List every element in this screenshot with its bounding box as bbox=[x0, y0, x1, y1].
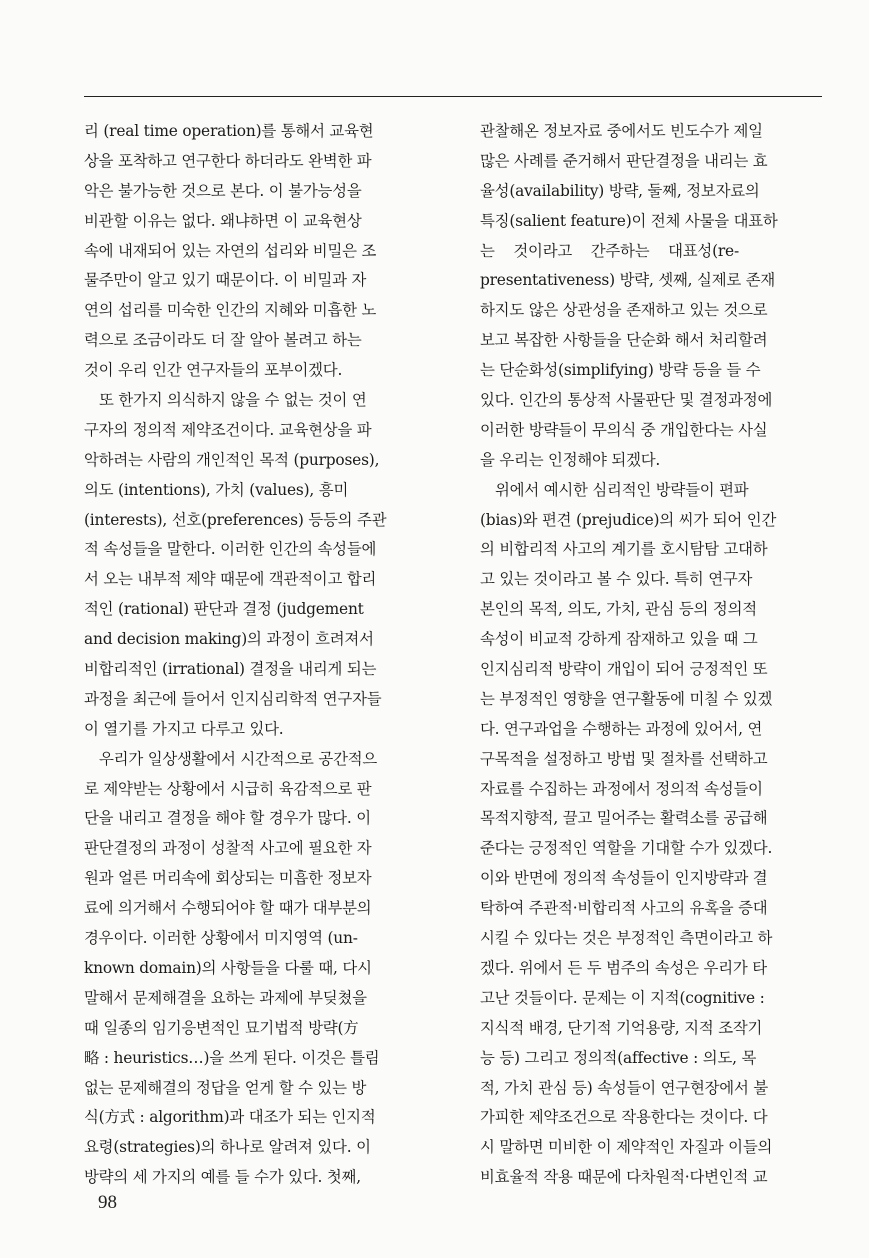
text-line: 의 비합리적 사고의 계기를 호시탐탐 고대하 bbox=[480, 540, 768, 559]
text-line: 단을 내리고 결정을 해야 할 경우가 많다. 이 bbox=[84, 809, 371, 828]
text-line: 위에서 예시한 심리적인 방략들이 편파 bbox=[495, 480, 749, 499]
text-line: 는 것이라고 간주하는 대표성(re- bbox=[480, 241, 739, 260]
text-line: 속성이 비교적 강하게 잠재하고 있을 때 그 bbox=[480, 630, 758, 649]
text-line: 방략의 세 가지의 예를 들 수가 있다. 첫째, bbox=[84, 1168, 361, 1187]
text-line: 다. 연구과업을 수행하는 과정에 있어서, 연 bbox=[480, 719, 763, 738]
text-line: 속에 내재되어 있는 자연의 섭리와 비밀은 조 bbox=[84, 241, 377, 260]
text-line: 가피한 제약조건으로 작용한다는 것이다. 다 bbox=[480, 1108, 768, 1127]
text-line: 특징(salient feature)이 전체 사물을 대표하 bbox=[480, 211, 778, 230]
text-line: 비합리적인 (irrational) 결정을 내리게 되는 bbox=[84, 660, 377, 679]
text-line: 말해서 문제해결을 요하는 과제에 부딪쳤을 bbox=[84, 988, 367, 1007]
text-line: (interests), 선호(preferences) 등등의 주관 bbox=[84, 510, 387, 529]
text-line: 인지심리적 방략이 개입이 되어 긍정적인 또 bbox=[480, 660, 768, 679]
text-line: 이 열기를 가지고 다루고 있다. bbox=[84, 719, 284, 738]
text-line: 을 우리는 인정해야 되겠다. bbox=[480, 450, 661, 469]
text-line: 의도 (intentions), 가치 (values), 흥미 bbox=[84, 480, 349, 499]
text-line: 또 한가지 의식하지 않을 수 없는 것이 연 bbox=[99, 391, 367, 410]
text-line: 많은 사례를 준거해서 판단결정을 내리는 효 bbox=[480, 151, 768, 170]
text-line: 겠다. 위에서 든 두 범주의 속성은 우리가 타 bbox=[480, 958, 767, 977]
text-line: (bias)와 편견 (prejudice)의 씨가 되어 인간 bbox=[480, 510, 777, 529]
text-line: 적 속성들을 말한다. 이러한 인간의 속성들에 bbox=[84, 540, 377, 559]
text-line: 는 부정적인 영향을 연구활동에 미칠 수 있겠 bbox=[480, 689, 773, 708]
text-line: 로 제약받는 상황에서 시급히 육감적으로 판 bbox=[84, 779, 372, 798]
text-line: 고 있는 것이라고 볼 수 있다. 특히 연구자 bbox=[480, 570, 753, 589]
text-line: 시킬 수 있다는 것은 부정적인 측면이라고 하 bbox=[480, 929, 773, 948]
text-line: 이러한 방략들이 무의식 중 개입한다는 사실 bbox=[480, 420, 768, 439]
text-line: 하지도 않은 상관성을 존재하고 있는 것으로 bbox=[480, 301, 768, 320]
text-line: 보고 복잡한 사항들을 단순화 해서 처리할려 bbox=[480, 331, 768, 350]
text-line: 경우이다. 이러한 상황에서 미지영역 (un- bbox=[84, 929, 358, 948]
text-line: 구목적을 설정하고 방법 및 절차를 선택하고 bbox=[480, 749, 768, 768]
text-line: 구자의 정의적 제약조건이다. 교육현상을 파 bbox=[84, 420, 372, 439]
text-line: known domain)의 사항들을 다룰 때, 다시 bbox=[84, 958, 372, 977]
text-line: 略 : heuristics…)을 쓰게 된다. 이것은 틀림 bbox=[84, 1048, 380, 1067]
text-line: 우리가 일상생활에서 시간적으로 공간적으 bbox=[99, 749, 378, 768]
text-line: 탁하여 주관적·비합리적 사고의 유혹을 증대 bbox=[480, 899, 768, 918]
text-line: 악하려는 사람의 개인적인 목적 (purposes), bbox=[84, 450, 380, 469]
left-column bbox=[84, 117, 430, 1193]
text-line: 판단결정의 과정이 성찰적 사고에 필요한 자 bbox=[84, 839, 372, 858]
header-rule bbox=[84, 96, 822, 97]
text-line: 비관할 이유는 없다. 왜냐하면 이 교육현상 bbox=[84, 211, 362, 230]
text-line: 연의 섭리를 미숙한 인간의 지혜와 미흡한 노 bbox=[84, 301, 377, 320]
text-line: 악은 불가능한 것으로 본다. 이 불가능성을 bbox=[84, 181, 362, 200]
text-line: 지식적 배경, 단기적 기억용량, 지적 조작기 bbox=[480, 1018, 763, 1037]
text-line: 준다는 긍정적인 역할을 기대할 수가 있겠다. bbox=[480, 839, 773, 858]
text-line: 원과 얼른 머리속에 회상되는 미흡한 정보자 bbox=[84, 869, 372, 888]
text-line: 율성(availability) 방략, 둘째, 정보자료의 bbox=[480, 181, 760, 200]
text-line: 고난 것들이다. 문제는 이 지적(cognitive : bbox=[480, 988, 765, 1007]
text-line: 관찰해온 정보자료 중에서도 빈도수가 제일 bbox=[480, 122, 763, 140]
text-line: 료에 의거해서 수행되어야 할 때가 대부분의 bbox=[84, 899, 372, 918]
text-line: 있다. 인간의 통상적 사물판단 및 결정과정에 bbox=[480, 391, 773, 410]
text-line: 자료를 수집하는 과정에서 정의적 속성들이 bbox=[480, 779, 763, 798]
text-line: 때 일종의 임기응변적인 묘기법적 방략(方 bbox=[84, 1018, 359, 1037]
text-line: and decision making)의 과정이 흐려져서 bbox=[84, 630, 374, 649]
text-line: 서 오는 내부적 제약 때문에 객관적이고 합리 bbox=[84, 570, 377, 589]
right-column bbox=[480, 117, 826, 1193]
text-line: 과정을 최근에 들어서 인지심리학적 연구자들 bbox=[84, 689, 382, 708]
text-line: 식(方式 : algorithm)과 대조가 되는 인지적 bbox=[84, 1108, 376, 1127]
text-line: 능 등) 그리고 정의적(affective : 의도, 목 bbox=[480, 1048, 757, 1067]
text-line: 상을 포착하고 연구한다 하더라도 완벽한 파 bbox=[84, 151, 372, 170]
text-line: 적인 (rational) 판단과 결정 (judgement bbox=[84, 600, 364, 619]
text-line: 것이 우리 인간 연구자들의 포부이겠다. bbox=[84, 361, 343, 380]
text-line: 이와 반면에 정의적 속성들이 인지방략과 결 bbox=[480, 869, 768, 888]
text-line: 물주만이 알고 있기 때문이다. 이 비밀과 자 bbox=[84, 271, 367, 290]
text-line: 는 단순화성(simplifying) 방략 등을 들 수 bbox=[480, 361, 761, 380]
text-line: presentativeness) 방략, 셋째, 실제로 존재 bbox=[480, 271, 776, 290]
text-line: 시 말하면 미비한 이 제약적인 자질과 이들의 bbox=[480, 1138, 773, 1157]
page-number: 98 bbox=[98, 1192, 117, 1213]
text-line: 본인의 목적, 의도, 가치, 관심 등의 정의적 bbox=[480, 600, 757, 619]
text-line: 력으로 조금이라도 더 잘 알아 볼려고 하는 bbox=[84, 331, 362, 350]
text-line: 리 (real time operation)를 통해서 교육현 bbox=[84, 122, 374, 140]
text-line: 비효율적 작용 때문에 다차원적·다변인적 교 bbox=[480, 1168, 768, 1187]
text-line: 적, 가치 관심 등) 속성들이 연구현장에서 불 bbox=[480, 1078, 768, 1097]
text-line: 목적지향적, 끌고 밀어주는 활력소를 공급해 bbox=[480, 809, 768, 828]
text-line: 없는 문제해결의 정답을 얻게 할 수 있는 방 bbox=[84, 1078, 367, 1097]
text-line: 요령(strategies)의 하나로 알려져 있다. 이 bbox=[84, 1138, 371, 1157]
